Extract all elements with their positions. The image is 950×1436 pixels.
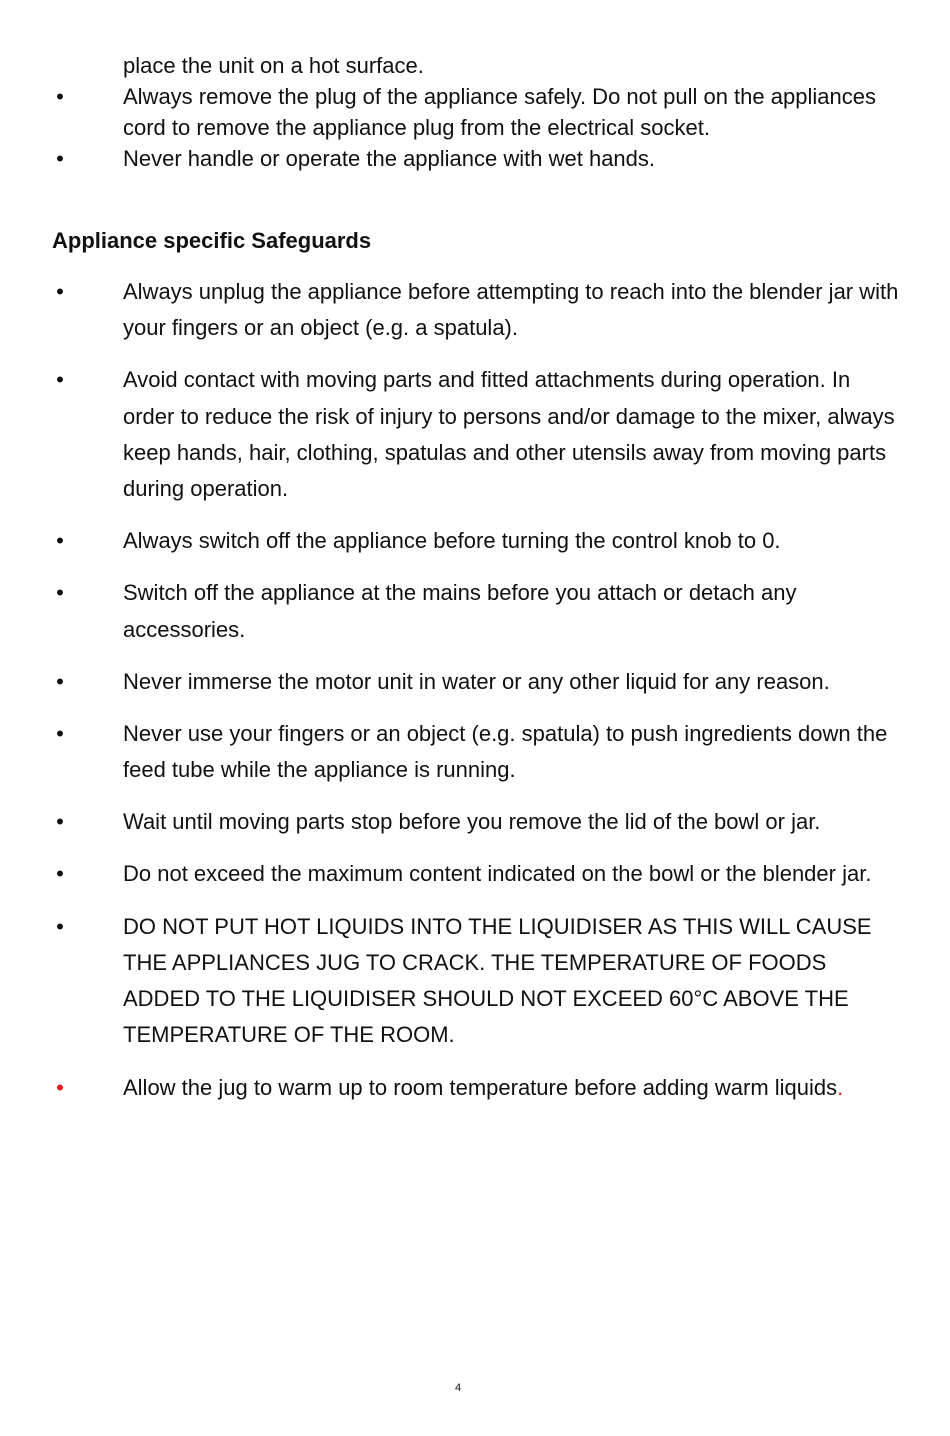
bullet: •: [56, 668, 64, 694]
bullet: •: [56, 367, 64, 393]
bullet: •: [56, 279, 64, 304]
list-item: [0, 50, 950, 81]
list-item-text: Do not exceed the maximum content indicated on the bowl or the blender jar.: [123, 861, 872, 887]
list-item: [0, 143, 950, 174]
list-item: [0, 274, 950, 347]
list-item: [0, 909, 950, 1054]
list-item-highlighted: [0, 1070, 950, 1106]
list-item: [0, 523, 950, 559]
bullet: •: [56, 809, 64, 835]
red-period: .: [837, 1074, 844, 1100]
bullet: •: [56, 861, 64, 887]
list-item: [0, 856, 950, 892]
list-item: [0, 716, 950, 789]
list-item-text: Switch off the appliance at the mains before you attach or detach any accessories.: [123, 580, 797, 642]
bullet: •: [56, 720, 64, 746]
list-item: [0, 81, 950, 143]
list-item-text: Avoid contact with moving parts and fitted attachments during operation. In order to reduce the risk of injury to persons and/or damage to the mixer, always keep hands, hair, clothing, spatulas and other utensils away from moving parts during operation.: [123, 367, 895, 502]
list-item-text: Always switch off the appliance before turning the control knob to 0.: [123, 528, 781, 554]
list-item-text: place the unit on a hot surface.: [123, 53, 424, 78]
red-bullet: •: [56, 1074, 64, 1100]
bullet: •: [56, 913, 64, 939]
list-item-text: Never handle or operate the appliance with wet hands.: [123, 146, 656, 171]
list-item: [0, 362, 950, 507]
list-item-text: Always remove the plug of the appliance safely. Do not pull on the appliances cord to remove the appliance plug from the electrical socket.: [123, 84, 876, 140]
bullet: •: [56, 528, 64, 554]
list-item-text: Wait until moving parts stop before you remove the lid of the bowl or jar.: [123, 809, 821, 835]
section-heading: Appliance specific Safeguards: [52, 228, 372, 253]
list-item-text: Allow the jug to warm up to room temperature before adding warm liquids: [123, 1074, 838, 1100]
list-item: [0, 575, 950, 648]
list-item: [0, 804, 950, 840]
list-item-text: Always unplug the appliance before attempting to reach into the blender jar with your fingers or an object (e.g. a spatula).: [123, 279, 899, 341]
bullet: •: [56, 580, 64, 606]
bullet: •: [56, 146, 64, 171]
list-item-text: Never immerse the motor unit in water or any other liquid for any reason.: [123, 668, 830, 694]
list-item-text: DO NOT PUT HOT LIQUIDS INTO THE LIQUIDISER AS THIS WILL CAUSE THE APPLIANCES JUG TO CRACK. THE TEMPERATURE OF FOODS ADDED TO THE LIQUIDISER SHOULD NOT EXCEED 60°C ABOVE THE TEMPERATURE OF THE ROOM.: [123, 913, 872, 1048]
list-item: [0, 664, 950, 700]
general-safeguards-list: [0, 50, 950, 174]
appliance-safeguards-list: [0, 274, 950, 1122]
bullet: •: [56, 84, 64, 109]
page-number: 4: [454, 1382, 462, 1394]
list-item-text: Never use your fingers or an object (e.g. spatula) to push ingredients down the feed tube while the appliance is running.: [123, 720, 888, 783]
